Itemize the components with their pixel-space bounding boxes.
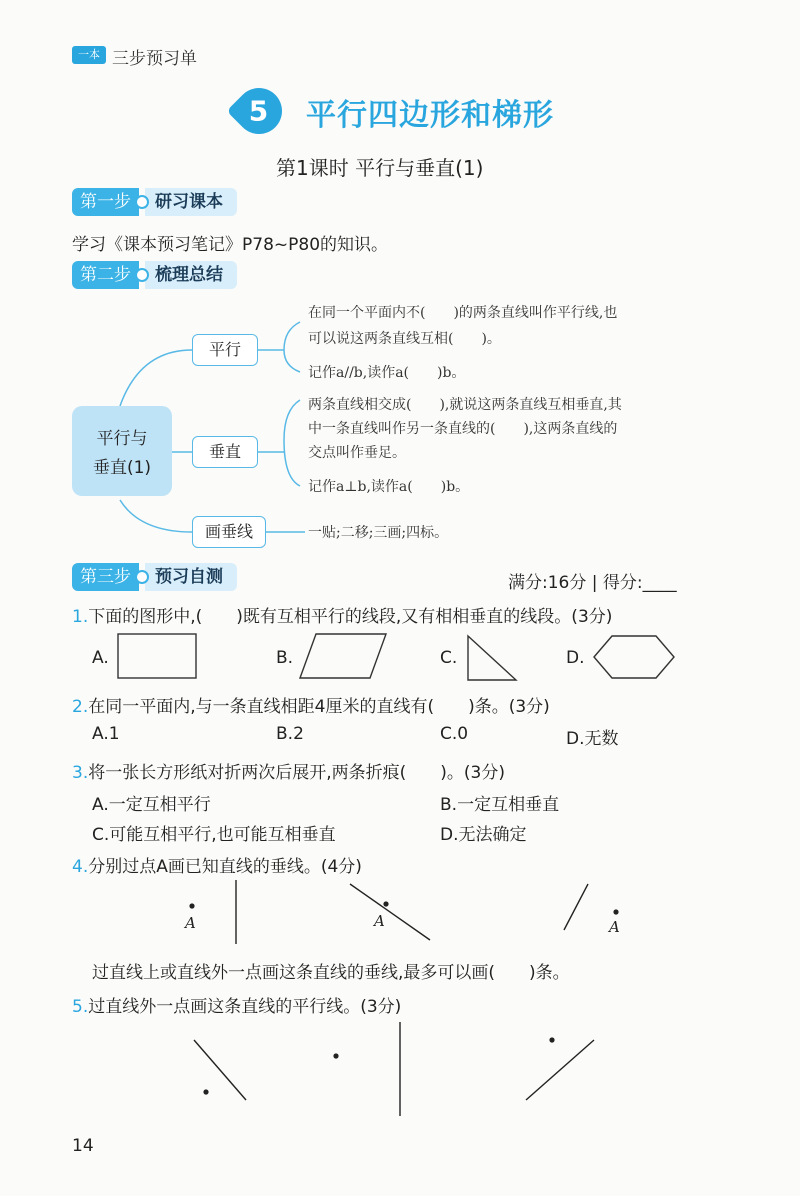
center-line1: 平行与 bbox=[96, 429, 148, 449]
q4-label-a3: A bbox=[609, 918, 620, 936]
lesson-title: 第1课时 平行与垂直(1) bbox=[276, 156, 484, 180]
perp-def-1: 两条直线相交成( ),就说这两条直线互相垂直,其 bbox=[308, 397, 622, 413]
chapter-title: 平行四边形和梯形 bbox=[306, 98, 554, 133]
q1-number: 1. bbox=[72, 607, 89, 627]
parallel-def-1: 在同一个平面内不( )的两条直线叫作平行线,也 bbox=[308, 305, 618, 321]
parallel-notation: 记作a//b,读作a( )b。 bbox=[308, 365, 466, 381]
q5-line-3 bbox=[526, 1040, 594, 1100]
q5-point-3 bbox=[549, 1037, 554, 1042]
step3-label: 第三步 bbox=[72, 563, 139, 591]
q3-text: 将一张长方形纸对折两次后展开,两条折痕( )。(3分) bbox=[88, 763, 505, 783]
perp-notation: 记作a⊥b,读作a( )b。 bbox=[308, 479, 470, 495]
q3-option-c: C.可能互相平行,也可能互相垂直 bbox=[92, 825, 336, 845]
step-dot-icon bbox=[135, 570, 149, 584]
node-parallel: 平行 bbox=[192, 334, 258, 366]
q4-number: 4. bbox=[72, 857, 89, 877]
q3-option-a: A.一定互相平行 bbox=[92, 795, 211, 815]
q3-option-b: B.一定互相垂直 bbox=[440, 795, 560, 815]
q4-text: 分别过点A画已知直线的垂线。(4分) bbox=[88, 857, 362, 877]
parallel-def-2: 可以说这两条直线互相( )。 bbox=[308, 331, 501, 347]
q4-label-a1: A bbox=[185, 914, 196, 932]
q4-followup: 过直线上或直线外一点画这条直线的垂线,最多可以画( )条。 bbox=[92, 963, 570, 983]
q5-point-1 bbox=[203, 1089, 208, 1094]
q2-option-c: C.0 bbox=[440, 724, 469, 744]
q1-option-b: B. bbox=[276, 648, 294, 668]
brand-tag: 一本 bbox=[72, 46, 106, 64]
draw-steps: 一贴;二移;三画;四标。 bbox=[308, 525, 449, 541]
node-draw-perpendicular: 画垂线 bbox=[192, 516, 266, 548]
q2-text: 在同一平面内,与一条直线相距4厘米的直线有( )条。(3分) bbox=[88, 697, 550, 717]
q1-option-a: A. bbox=[92, 648, 109, 668]
q5-text: 过直线外一点画这条直线的平行线。(3分) bbox=[88, 997, 402, 1017]
step2-name: 梳理总结 bbox=[145, 261, 237, 289]
q5-line-1 bbox=[194, 1040, 246, 1100]
q3-option-d: D.无法确定 bbox=[440, 825, 527, 845]
step-dot-icon bbox=[135, 268, 149, 282]
q2-option-d: D.无数 bbox=[566, 729, 619, 749]
q1-option-d: D. bbox=[566, 648, 585, 668]
q1-option-c: C. bbox=[440, 648, 458, 668]
q2-option-a: A.1 bbox=[92, 724, 120, 744]
step-dot-icon bbox=[135, 195, 149, 209]
chapter-number-badge: 5 bbox=[226, 78, 291, 143]
q4-label-a2: A bbox=[374, 912, 385, 930]
q2-option-b: B.2 bbox=[276, 724, 304, 744]
q5-number: 5. bbox=[72, 997, 89, 1017]
perp-def-2: 中一条直线叫作另一条直线的( ),这两条直线的 bbox=[308, 421, 618, 437]
step1-text: 学习《课本预习笔记》P78~P80的知识。 bbox=[72, 235, 389, 255]
node-perpendicular: 垂直 bbox=[192, 436, 258, 468]
q2-number: 2. bbox=[72, 697, 89, 717]
center-line2: 垂直(1) bbox=[92, 458, 152, 478]
q3-number: 3. bbox=[72, 763, 89, 783]
q5-point-2 bbox=[333, 1053, 338, 1058]
header-title: 三步预习单 bbox=[112, 49, 197, 69]
step1-name: 研习课本 bbox=[145, 188, 237, 216]
step3-name: 预习自测 bbox=[145, 563, 237, 591]
step2-label: 第二步 bbox=[72, 261, 139, 289]
perp-def-3: 交点叫作垂足。 bbox=[308, 445, 406, 461]
q1-text: 下面的图形中,( )既有互相平行的线段,又有相相垂直的线段。(3分) bbox=[88, 607, 613, 627]
step1-label: 第一步 bbox=[72, 188, 139, 216]
score-line: 满分:16分 | 得分:____ bbox=[508, 573, 677, 593]
page-number: 14 bbox=[72, 1136, 94, 1156]
